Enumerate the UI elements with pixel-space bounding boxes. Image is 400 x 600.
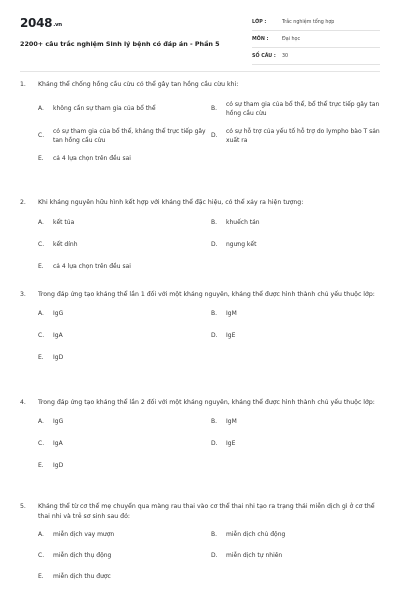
option-letter: A. bbox=[38, 309, 44, 317]
document-title: 2200+ câu trắc nghiệm Sinh lý bệnh có đáp án - Phần 5 bbox=[20, 40, 220, 48]
option-letter: C. bbox=[38, 331, 45, 339]
info-label: MÔN : bbox=[252, 36, 269, 42]
option-letter: D. bbox=[211, 132, 218, 139]
question-number: 3. bbox=[20, 291, 26, 298]
info-row-subject bbox=[252, 31, 380, 48]
option-letter: A. bbox=[38, 105, 44, 112]
question-text: Kháng thể chống hồng cầu cừu có thể gây tan hồng cầu cừu khi: bbox=[38, 81, 239, 88]
option-text: không cần sự tham gia của bổ thể bbox=[53, 105, 156, 112]
option-d[interactable] bbox=[211, 331, 380, 340]
info-label: LỚP : bbox=[252, 19, 267, 25]
option-text: có sự hỗ trợ của yếu tố hỗ trợ do lympho bào T sản xuất ra bbox=[226, 127, 380, 144]
option-letter: C. bbox=[38, 439, 45, 447]
info-label: SỐ CÂU : bbox=[252, 53, 276, 59]
option-text: IgG bbox=[53, 309, 64, 317]
question-number: 2. bbox=[20, 199, 26, 206]
question-3 bbox=[20, 290, 380, 362]
question-4 bbox=[20, 398, 380, 470]
option-letter: C. bbox=[38, 240, 45, 248]
question-text: Khi kháng nguyên hữu hình kết hợp với kháng thể đặc hiệu, có thể xảy ra hiện tượng: bbox=[38, 199, 304, 206]
option-text: IgM bbox=[226, 417, 237, 425]
option-text: miễn dịch thụ động bbox=[53, 552, 112, 559]
option-letter: C. bbox=[38, 132, 45, 139]
option-e[interactable] bbox=[38, 353, 380, 362]
option-letter: D. bbox=[211, 439, 218, 447]
option-text: miễn dịch tự nhiên bbox=[226, 552, 283, 559]
option-e[interactable] bbox=[38, 262, 380, 271]
site-logo[interactable] bbox=[20, 16, 246, 30]
question-number: 4. bbox=[20, 399, 26, 406]
header-divider bbox=[20, 71, 380, 72]
option-text: miễn dịch chủ động bbox=[226, 531, 286, 538]
option-text: IgE bbox=[226, 439, 236, 447]
option-text: IgE bbox=[226, 331, 236, 339]
info-value: Đại học bbox=[282, 36, 301, 42]
option-letter: E. bbox=[38, 154, 44, 162]
option-text: IgD bbox=[53, 461, 64, 469]
header-info bbox=[252, 14, 380, 65]
question-1 bbox=[20, 80, 380, 163]
option-text: miễn dịch vay mượn bbox=[53, 531, 115, 538]
option-letter: B. bbox=[211, 105, 218, 112]
question-text: Kháng thể từ cơ thể mẹ chuyển qua màng rau thai vào cơ thể thai nhi tạo ra trạng thái miễn dịch gì ở cơ thể thai nhi và trẻ sơ sinh sau đó: bbox=[38, 503, 375, 520]
info-value: 30 bbox=[282, 53, 289, 59]
option-text: IgA bbox=[53, 331, 63, 339]
option-d[interactable] bbox=[211, 240, 380, 249]
option-text: kết dính bbox=[53, 240, 78, 248]
question-text: Trong đáp ứng tạo kháng thể lần 2 đối với một kháng nguyên, kháng thể được hình thành chủ yếu thuộc lớp: bbox=[38, 399, 375, 406]
option-text: IgD bbox=[53, 353, 64, 361]
option-text: IgG bbox=[53, 417, 64, 425]
info-row-class bbox=[252, 14, 380, 31]
option-text: có sự tham gia của bổ thể, bổ thể trực tiếp gây tan hồng cầu cừu bbox=[226, 100, 380, 117]
option-text: khuếch tán bbox=[226, 218, 260, 226]
option-letter: B. bbox=[211, 417, 218, 425]
option-b[interactable] bbox=[211, 100, 380, 118]
option-text: có sự tham gia của bổ thể, kháng thể trực tiếp gây tan hồng cầu cừu bbox=[53, 127, 206, 144]
question-number: 1. bbox=[20, 81, 26, 88]
option-a[interactable] bbox=[38, 100, 211, 118]
option-d[interactable] bbox=[211, 439, 380, 448]
option-e[interactable] bbox=[38, 572, 380, 581]
option-text: miễn dịch thu được bbox=[53, 573, 111, 580]
info-value: Trắc nghiệm tổng hợp bbox=[282, 19, 335, 25]
option-d[interactable] bbox=[211, 127, 380, 145]
option-letter: B. bbox=[211, 218, 218, 226]
option-e[interactable] bbox=[38, 461, 380, 470]
option-b[interactable] bbox=[211, 530, 380, 539]
option-b[interactable] bbox=[211, 309, 380, 318]
option-d[interactable] bbox=[211, 551, 380, 560]
option-text: cả 4 lựa chọn trên đều sai bbox=[53, 262, 131, 270]
option-c[interactable] bbox=[38, 331, 211, 340]
option-letter: D. bbox=[211, 331, 218, 339]
option-letter: B. bbox=[211, 531, 218, 538]
header-left bbox=[20, 16, 246, 48]
option-a[interactable] bbox=[38, 530, 211, 539]
option-letter: A. bbox=[38, 218, 44, 226]
option-letter: D. bbox=[211, 552, 218, 559]
option-letter: E. bbox=[38, 461, 44, 469]
option-letter: D. bbox=[211, 240, 218, 248]
option-text: cả 4 lựa chọn trên đều sai bbox=[53, 154, 131, 162]
option-b[interactable] bbox=[211, 218, 380, 227]
option-text: IgA bbox=[53, 439, 63, 447]
option-c[interactable] bbox=[38, 439, 211, 448]
option-a[interactable] bbox=[38, 218, 211, 227]
question-2 bbox=[20, 198, 380, 271]
option-e[interactable] bbox=[38, 154, 380, 163]
option-a[interactable] bbox=[38, 309, 211, 318]
option-letter: E. bbox=[38, 353, 44, 361]
option-b[interactable] bbox=[211, 417, 380, 426]
option-a[interactable] bbox=[38, 417, 211, 426]
question-5 bbox=[20, 502, 380, 581]
info-row-count bbox=[252, 48, 380, 65]
option-letter: B. bbox=[211, 309, 218, 317]
option-text: ngưng kết bbox=[226, 240, 257, 248]
option-letter: C. bbox=[38, 552, 45, 559]
logo-main: 2048 bbox=[20, 16, 53, 30]
option-text: kết tủa bbox=[53, 218, 75, 226]
option-c[interactable] bbox=[38, 127, 211, 145]
option-c[interactable] bbox=[38, 240, 211, 249]
question-text: Trong đáp ứng tạo kháng thể lần 1 đối với một kháng nguyên, kháng thể được hình thành chủ yếu thuộc lớp: bbox=[38, 291, 375, 298]
option-letter: E. bbox=[38, 262, 44, 270]
logo-suffix: .vn bbox=[53, 22, 62, 28]
option-letter: E. bbox=[38, 573, 44, 580]
question-number: 5. bbox=[20, 503, 26, 510]
option-letter: A. bbox=[38, 417, 44, 425]
option-letter: A. bbox=[38, 531, 44, 538]
option-c[interactable] bbox=[38, 551, 211, 560]
option-text: IgM bbox=[226, 309, 237, 317]
